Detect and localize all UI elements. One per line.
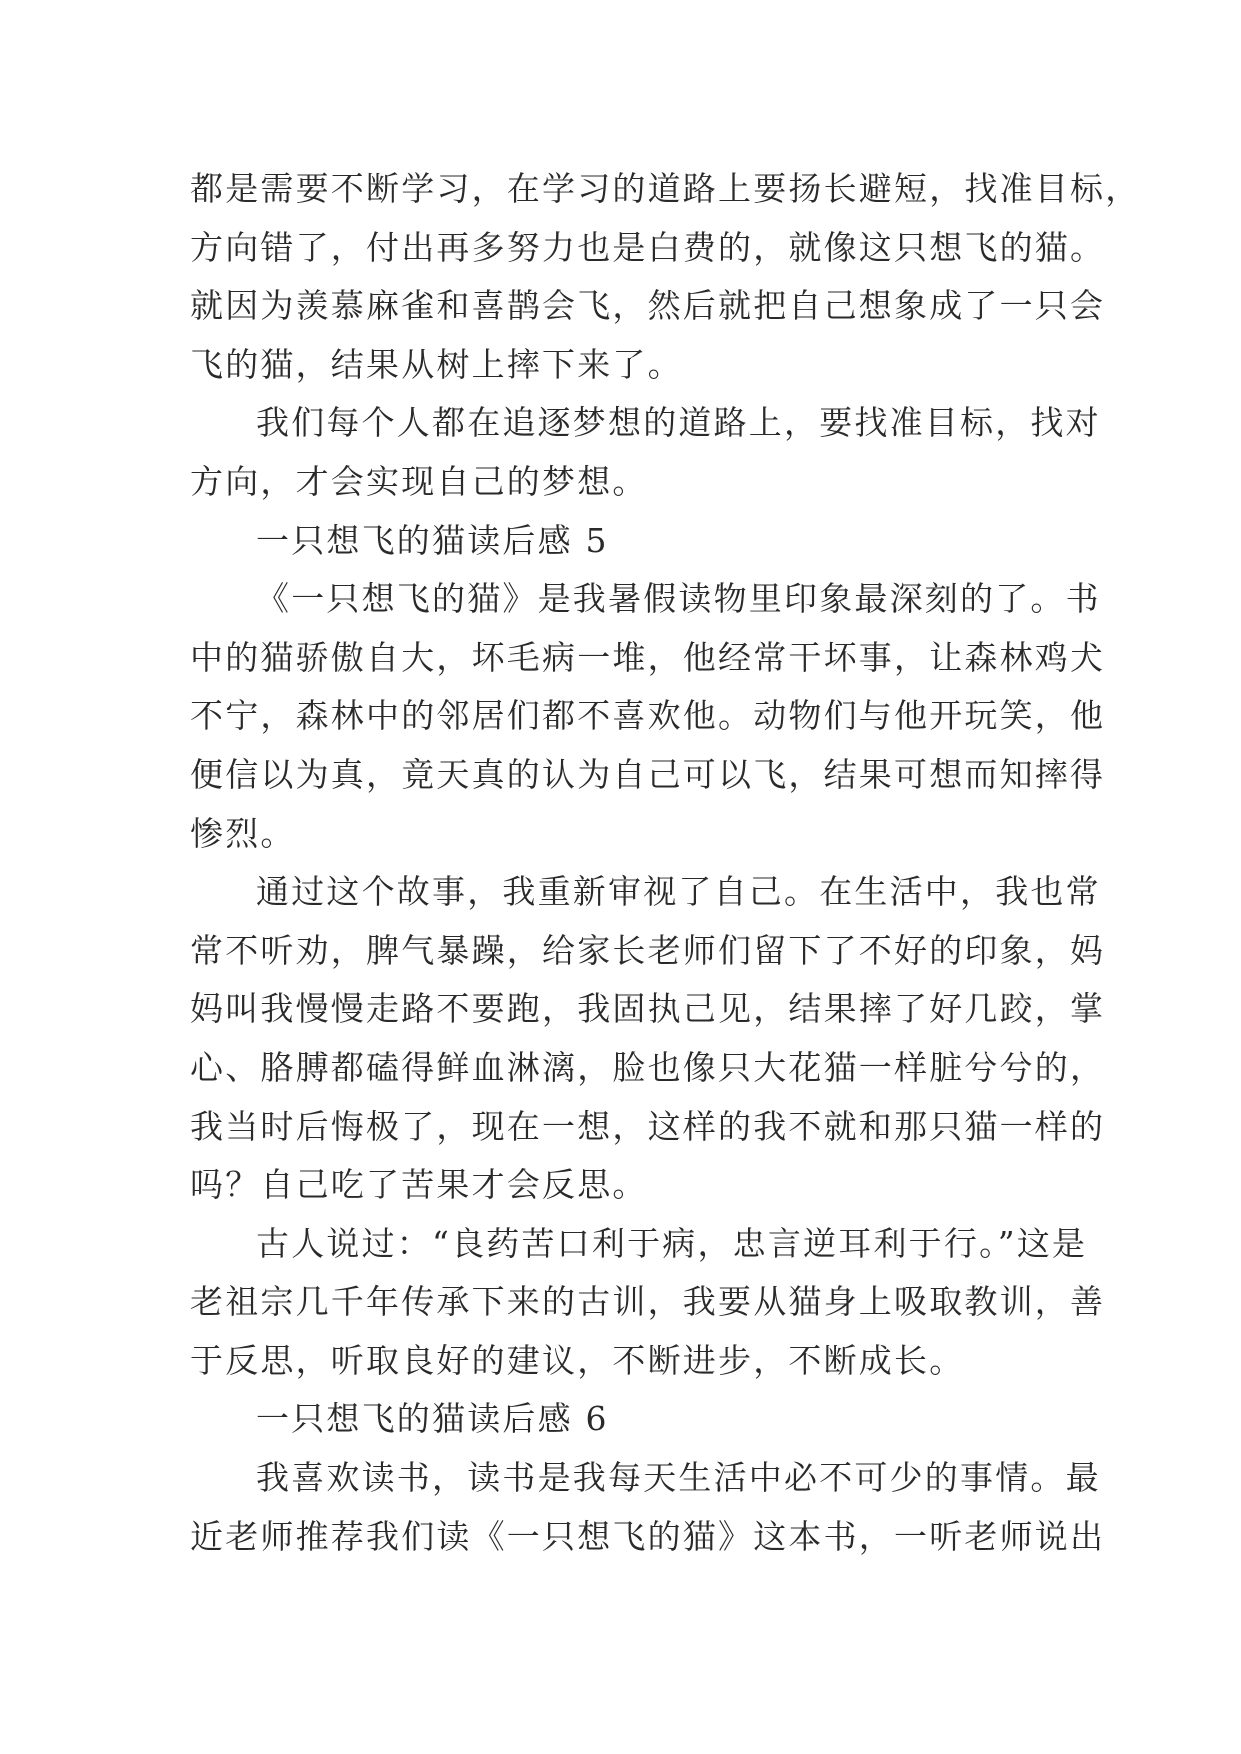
text-line: 飞的猫，结果从树上摔下来了。 — [190, 344, 683, 384]
text-line: 不宁，森林中的邻居们都不喜欢他。动物们与他开玩笑，他 — [190, 696, 1106, 736]
text-line: 我当时后悔极了，现在一想，这样的我不就和那只猫一样的 — [190, 1106, 1106, 1146]
section-heading: 一只想飞的猫读后感 6 — [256, 1399, 609, 1439]
text-line: 妈叫我慢慢走路不要跑，我固执己见，结果摔了好几跤，掌 — [190, 989, 1106, 1029]
text-line: 方向，才会实现自己的梦想。 — [190, 461, 648, 501]
text-line: 我喜欢读书，读书是我每天生活中必不可少的事情。最 — [256, 1458, 1101, 1498]
text-line: 常不听劝，脾气暴躁，给家长老师们留下了不好的印象，妈 — [190, 930, 1106, 970]
text-line: 心、胳膊都磕得鲜血淋漓，脸也像只大花猫一样脏兮兮的， — [190, 1047, 1106, 1087]
text-line: 便信以为真，竟天真的认为自己可以飞，结果可想而知摔得 — [190, 754, 1106, 794]
text-line: 近老师推荐我们读《一只想飞的猫》这本书，一听老师说出 — [190, 1516, 1106, 1556]
text-line: 通过这个故事，我重新审视了自己。在生活中，我也常 — [256, 872, 1101, 912]
section-heading: 一只想飞的猫读后感 5 — [256, 520, 609, 560]
text-line: 都是需要不断学习，在学习的道路上要扬长避短，找准目标， — [190, 169, 1141, 208]
text-line: 我们每个人都在追逐梦想的道路上，要找准目标，找对 — [256, 403, 1101, 443]
text-line: 老祖宗几千年传承下来的古训，我要从猫身上吸取教训，善 — [190, 1282, 1106, 1322]
text-line: 就因为羡慕麻雀和喜鹊会飞，然后就把自己想象成了一只会 — [190, 286, 1106, 326]
text-line: 惨烈。 — [190, 813, 296, 853]
text-line: 于反思，听取良好的建议，不断进步，不断成长。 — [190, 1340, 965, 1380]
text-line: 吗？自己吃了苦果才会反思。 — [190, 1165, 648, 1205]
text-line: 《一只想飞的猫》是我暑假读物里印象最深刻的了。书 — [256, 579, 1101, 619]
text-line: 中的猫骄傲自大，坏毛病一堆，他经常干坏事，让森林鸡犬 — [190, 637, 1106, 677]
text-line: 方向错了，付出再多努力也是白费的，就像这只想飞的猫。 — [190, 227, 1106, 267]
text-line: 古人说过：“良药苦口利于病，忠言逆耳利于行。”这是 — [256, 1223, 1088, 1263]
document-body — [190, 160, 1141, 1566]
